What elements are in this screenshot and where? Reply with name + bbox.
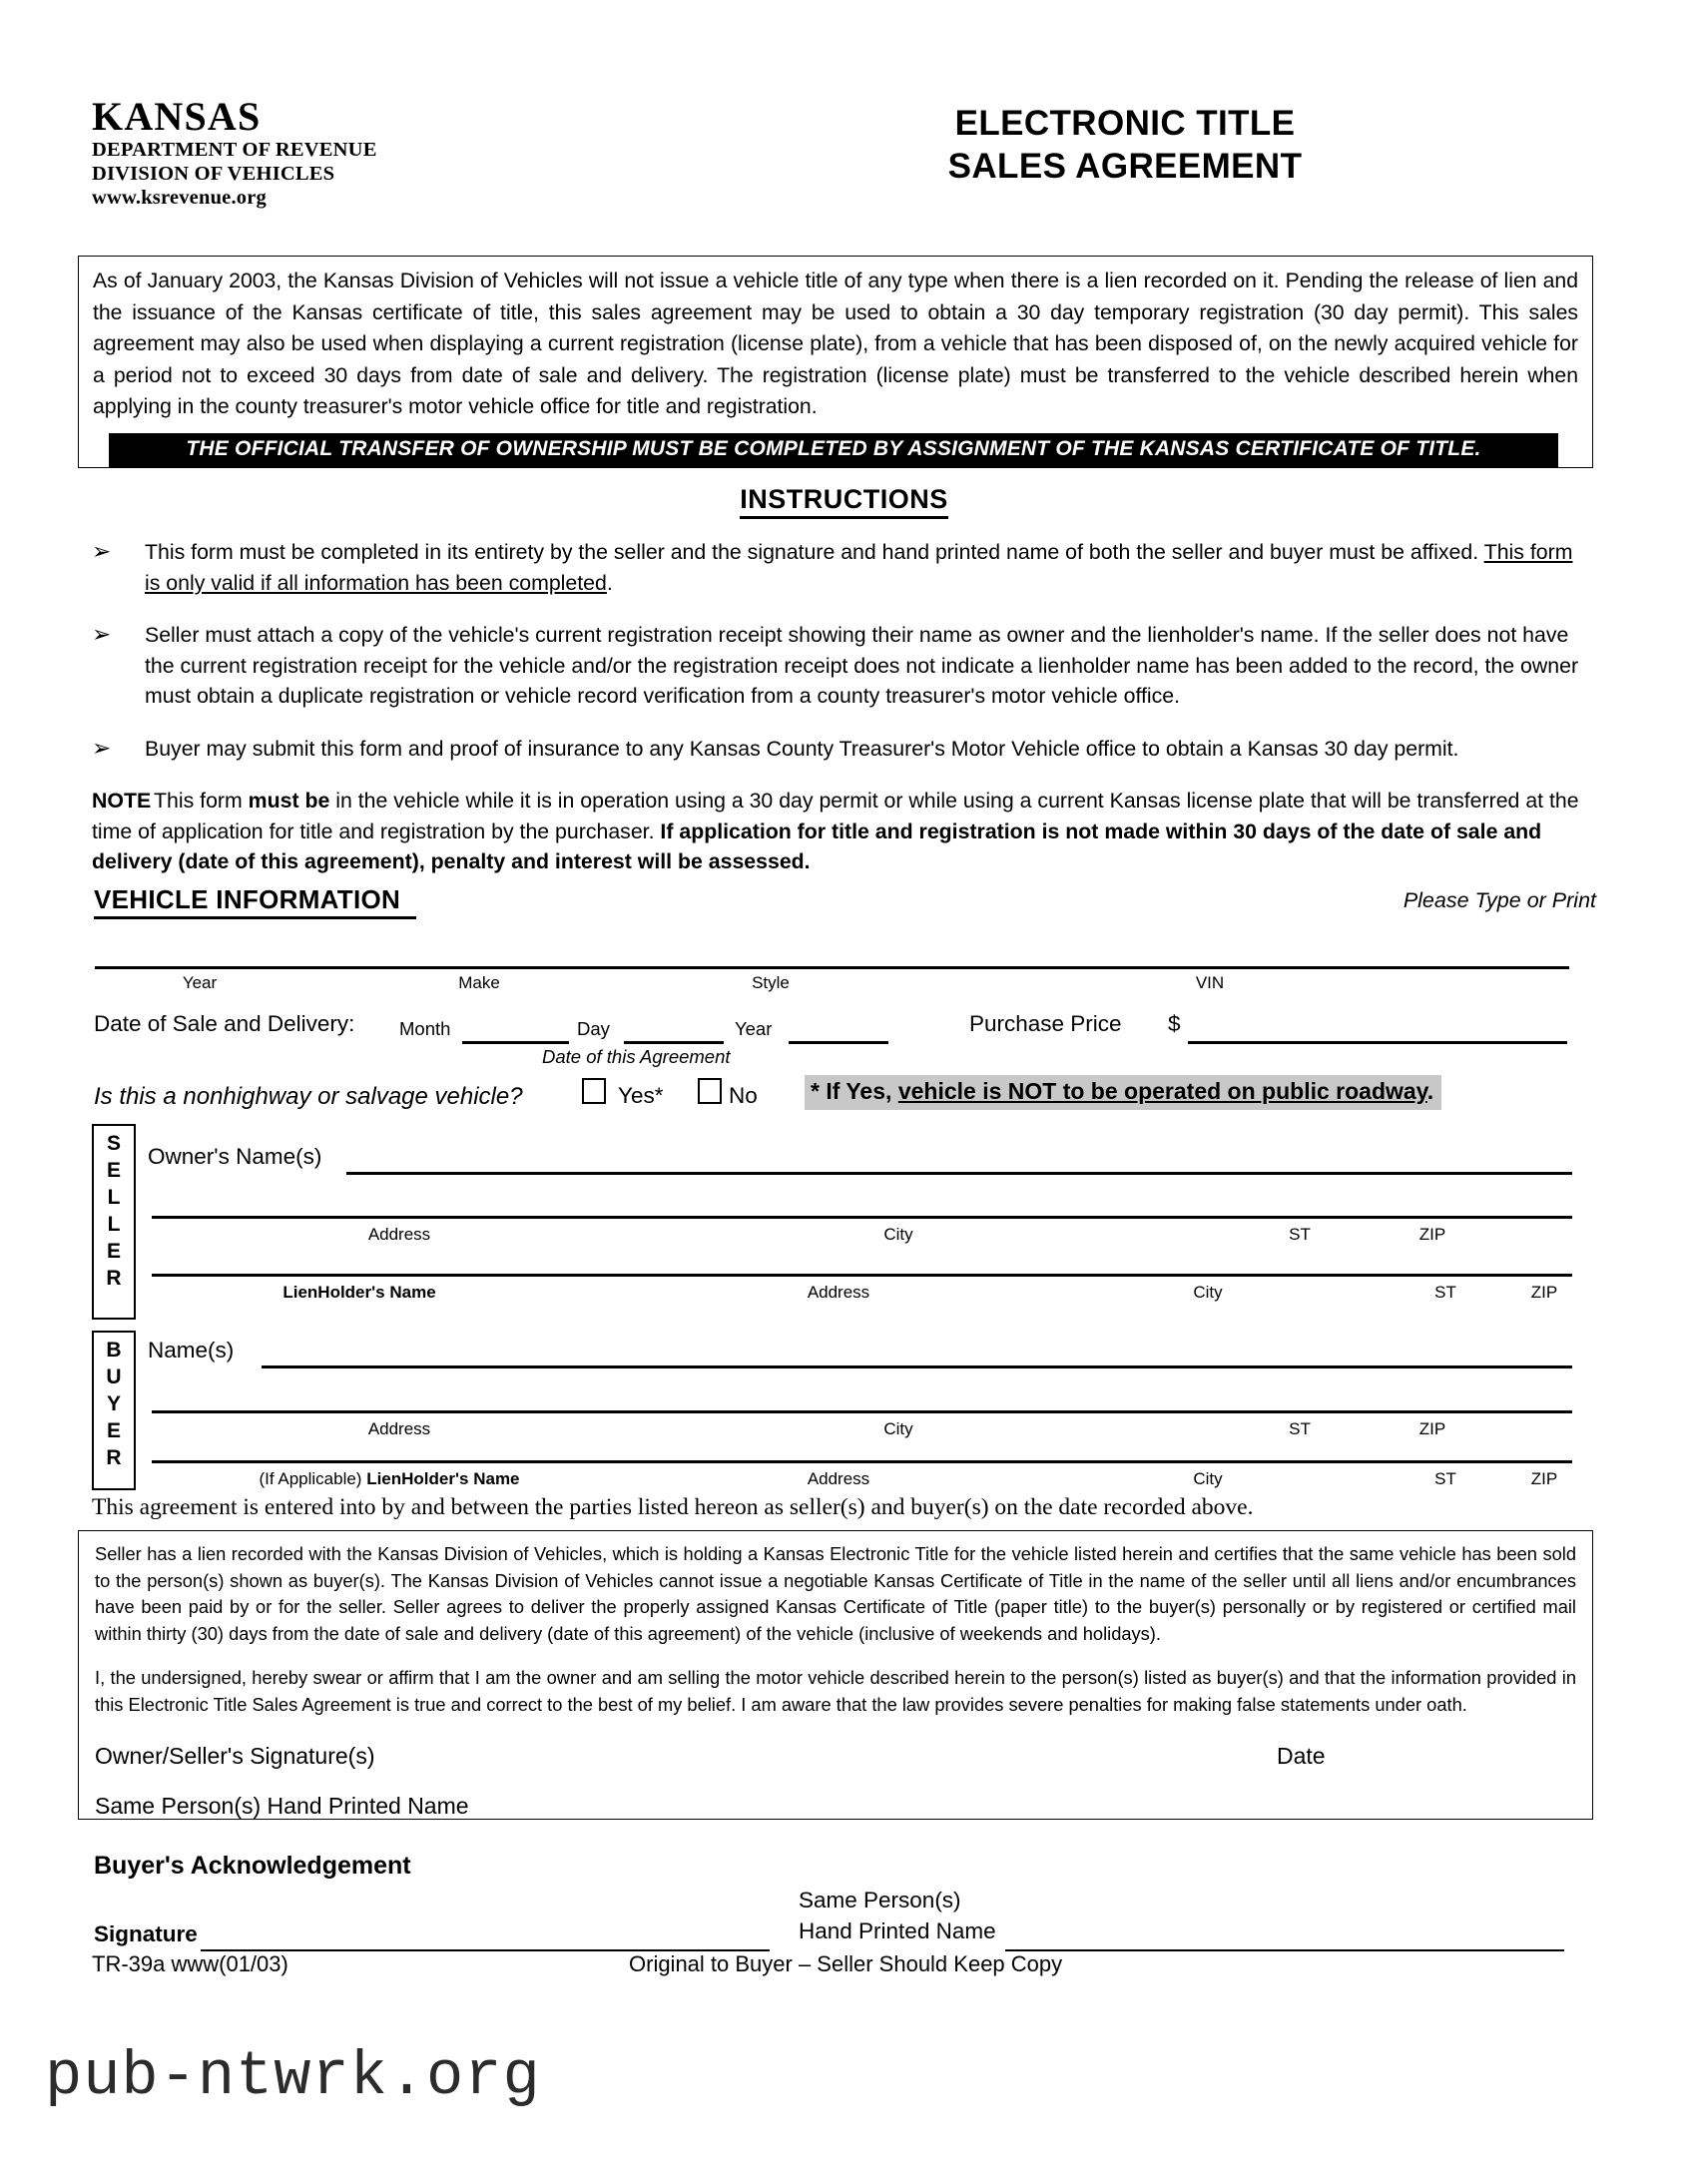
label-make: Make	[458, 973, 500, 992]
buyer-lien-address-label: Address	[807, 1469, 870, 1488]
seller-zip-label: ZIP	[1418, 1225, 1446, 1244]
nonhighway-question-label: Is this a nonhighway or salvage vehicle?	[94, 1083, 523, 1110]
document-header	[92, 96, 1599, 226]
day-label: Day	[577, 1018, 610, 1039]
seller-lienholder-label: LienHolder's Name	[282, 1283, 436, 1302]
instructions-list	[92, 537, 1589, 877]
buyer-lien-city-label: City	[1193, 1469, 1223, 1488]
buyer-lien-st-label: ST	[1434, 1469, 1456, 1488]
instruction-item-1	[92, 537, 1589, 598]
seller-vertical-label: S E L L E R	[92, 1124, 136, 1320]
month-input-line[interactable]	[462, 1041, 569, 1044]
form-title-line1: ELECTRONIC TITLE	[954, 104, 1296, 143]
yes-label: Yes*	[618, 1083, 664, 1108]
seller-lien-city-label: City	[1193, 1283, 1223, 1302]
note-text: This form must be in the vehicle while it is in operation using a 30 day permit or while using a current Kansas license plate that will be transferred at the time of application for title and registration by the purchaser. If application for title and registration is not made within 30 days of the date of sale and delivery (date of this agreement), penalty and interest will be assessed.	[92, 789, 1579, 873]
agency-department: DEPARTMENT OF REVENUE	[92, 139, 377, 161]
nonhighway-no-checkbox[interactable]	[698, 1078, 722, 1104]
legal-paragraph-1: Seller has a lien recorded with the Kansas Division of Vehicles, which is holding a Kansas Electronic Title for the vehicle listed herein and certifies that the same vehicle has been sold to the person(s) shown as buyer(s). The Kansas Division of Vehicles cannot issue a negotiable Kansas Certificate of Title in the name of the seller until all liens and/or encumbrances have been paid by or for the seller. Seller agrees to deliver the properly assigned Kansas Certificate of Title (paper title) to the buyer(s) personally or by registered or certified mail within thirty (30) days from the date of sale and delivery (date of this agreement) of the vehicle (inclusive of weekends and holidays).	[95, 1543, 1576, 1644]
instructions-heading	[0, 484, 1688, 515]
seller-address-input-line[interactable]	[152, 1216, 1572, 1219]
banner-text: THE OFFICIAL TRANSFER OF OWNERSHIP MUST BE COMPLETED BY ASSIGNMENT OF THE KANSAS CERTIFICATE OF TITLE.	[186, 436, 1481, 460]
date-of-agreement-note: Date of this Agreement	[542, 1046, 731, 1067]
seller-st-label: ST	[1289, 1225, 1311, 1244]
legal-paragraph-2: I, the undersigned, hereby swear or affirm that I am the owner and am selling the motor vehicle described herein to the person(s) listed as buyer(s) and that the information provided in this Electronic Title Sales Agreement is true and correct to the best of my belief. I am aware that the law provides severe penalties for making false statements under oath.	[95, 1667, 1576, 1715]
seller-owner-names-label: Owner's Name(s)	[148, 1144, 322, 1169]
buyer-address-label: Address	[367, 1419, 431, 1438]
label-vin: VIN	[1195, 973, 1225, 992]
instruction-item-2	[92, 620, 1589, 712]
buyer-signature-label: Signature	[94, 1921, 198, 1946]
distribution-note: Original to Buyer – Seller Should Keep Copy	[629, 1951, 1063, 1976]
buyer-same-person-line1: Same Person(s)	[799, 1888, 961, 1912]
please-type-or-print-note: Please Type or Print	[1403, 888, 1596, 912]
seller-owner-names-input-line[interactable]	[346, 1172, 1572, 1175]
instruction-note	[92, 786, 1589, 877]
form-number: TR-39a www(01/03)	[92, 1951, 288, 1976]
buyer-lienholder-label: (If Applicable) LienHolder's Name	[259, 1469, 520, 1488]
hand-printed-name-label: Same Person(s) Hand Printed Name	[95, 1793, 469, 1819]
seller-lienholder-input-line[interactable]	[152, 1274, 1572, 1277]
arrow-bullet-icon: ➢	[92, 622, 112, 647]
agency-logo-block	[92, 96, 651, 210]
arrow-bullet-icon: ➢	[92, 735, 112, 761]
seller-lien-address-label: Address	[807, 1283, 870, 1302]
dollar-sign: $	[1168, 1011, 1181, 1036]
agency-division: DIVISION OF VEHICLES	[92, 163, 335, 185]
seller-lien-zip-label: ZIP	[1530, 1283, 1558, 1302]
notice-paragraph: As of January 2003, the Kansas Division of Vehicles will not issue a vehicle title of any type when there is a lien recorded on it. Pending the release of lien and the issuance of the Kansas certificate of title, this sales agreement may be used to obtain a 30 day temporary registration (30 day permit). This sales agreement may also be used when displaying a current registration (license plate), from a vehicle that has been disposed of, on the newly acquired vehicle for a period not to exceed 30 days from date of sale and delivery. The registration (license plate) must be transferred to the vehicle described herein when applying in the county treasurer's motor vehicle office for title and registration.	[93, 270, 1578, 418]
instruction-item-3-text: Buyer may submit this form and proof of insurance to any Kansas County Treasurer's Motor Vehicle office to obtain a Kansas 30 day permit.	[145, 736, 1459, 761]
seller-lien-st-label: ST	[1434, 1283, 1456, 1302]
nonhighway-warning: * If Yes, vehicle is NOT to be operated on public roadway.	[805, 1075, 1441, 1110]
buyer-hand-printed-name-input-line[interactable]	[1005, 1949, 1564, 1951]
year-label: Year	[735, 1018, 773, 1039]
buyer-lienholder-input-line[interactable]	[152, 1460, 1572, 1463]
label-year: Year	[182, 973, 218, 992]
arrow-bullet-icon: ➢	[92, 539, 112, 564]
buyer-address-input-line[interactable]	[152, 1410, 1572, 1413]
vehicle-information-heading-text: VEHICLE INFORMATION	[94, 884, 416, 919]
watermark: pub-ntwrk.org	[45, 2041, 541, 2112]
agency-name: KANSAS	[92, 94, 262, 139]
month-label: Month	[399, 1018, 451, 1039]
seller-city-label: City	[883, 1225, 913, 1244]
instruction-item-2-text: Seller must attach a copy of the vehicle's current registration receipt showing their name as owner and the lienholder's name. If the seller does not have the current registration receipt for the vehicle and/or the registration receipt does not indicate a lienholder name has been added to the record, the owner must obtain a duplicate registration or vehicle record verification from a county treasurer's motor vehicle office.	[145, 623, 1579, 708]
page-title	[651, 102, 1599, 188]
vehicle-information-heading	[94, 884, 416, 915]
buyer-same-person-line2: Hand Printed Name	[799, 1918, 996, 1943]
buyer-city-label: City	[883, 1419, 913, 1438]
seller-address-label: Address	[367, 1225, 431, 1244]
vehicle-descriptor-rule[interactable]	[95, 966, 1569, 969]
buyer-names-input-line[interactable]	[262, 1365, 1572, 1368]
buyer-lien-zip-label: ZIP	[1530, 1469, 1558, 1488]
notice-box	[78, 256, 1593, 468]
signature-date-label: Date	[1277, 1743, 1326, 1769]
purchase-price-input-line[interactable]	[1188, 1041, 1567, 1044]
official-transfer-banner	[109, 433, 1558, 467]
day-input-line[interactable]	[624, 1041, 724, 1044]
purchase-price-label: Purchase Price	[969, 1011, 1122, 1036]
nonhighway-yes-checkbox[interactable]	[582, 1078, 606, 1104]
buyer-names-label: Name(s)	[148, 1338, 235, 1363]
label-style: Style	[752, 973, 790, 992]
buyer-st-label: ST	[1289, 1419, 1311, 1438]
agency-website: www.ksrevenue.org	[92, 187, 267, 209]
buyer-vertical-label: B U Y E R	[92, 1331, 136, 1490]
instruction-item-1-text: This form must be completed in its entirety by the seller and the signature and hand printed name of both the seller and buyer must be affixed. This form is only valid if all information has been completed.	[145, 540, 1573, 595]
instructions-heading-text: INSTRUCTIONS	[740, 484, 948, 519]
agreement-sentence: This agreement is entered into by and between the parties listed hereon as seller(s) and buyer(s) on the date recorded above.	[92, 1494, 1254, 1520]
form-title-line2: SALES AGREEMENT	[947, 147, 1303, 186]
no-label: No	[729, 1083, 758, 1108]
year-input-line[interactable]	[789, 1041, 888, 1044]
buyer-acknowledgement-heading: Buyer's Acknowledgement	[94, 1852, 411, 1880]
owner-signature-label: Owner/Seller's Signature(s)	[95, 1743, 375, 1769]
note-label: NOTE	[92, 789, 152, 813]
buyer-zip-label: ZIP	[1418, 1419, 1446, 1438]
date-of-sale-label: Date of Sale and Delivery:	[94, 1011, 355, 1036]
instruction-item-3	[92, 734, 1589, 765]
legal-terms-box	[78, 1530, 1593, 1820]
